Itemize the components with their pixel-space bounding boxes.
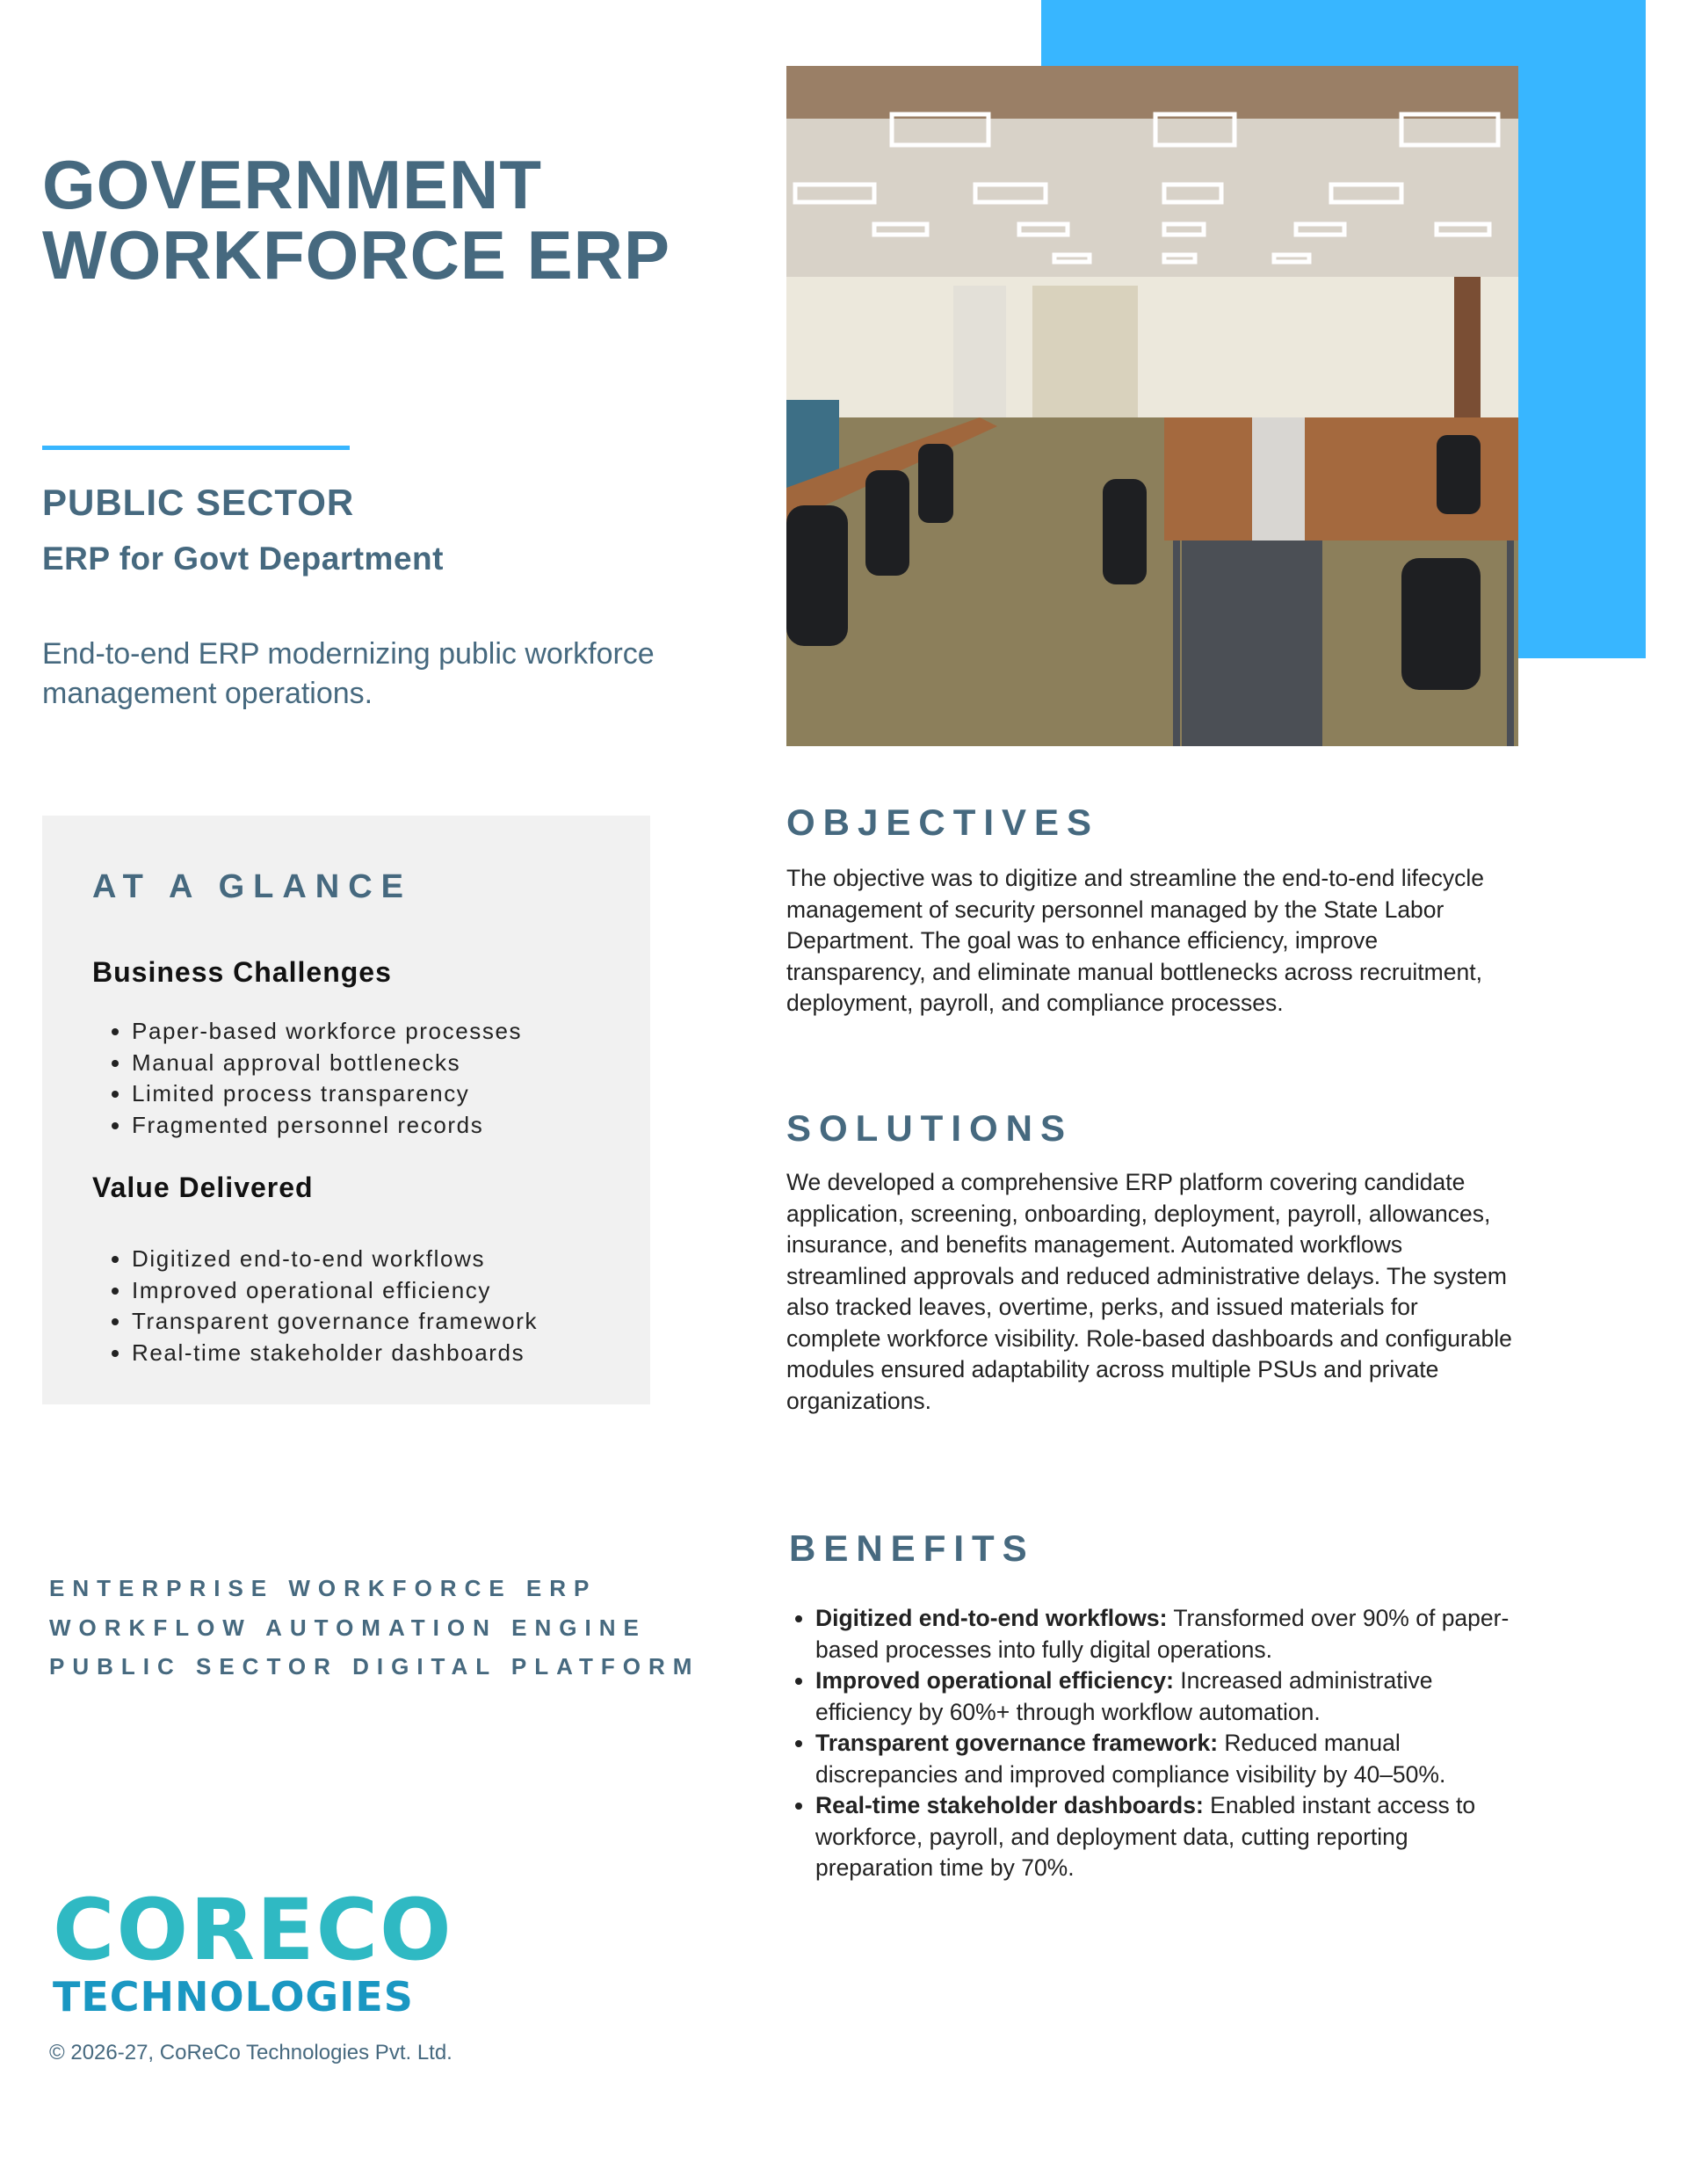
description: End-to-end ERP modernizing public workforce management operations. xyxy=(42,637,655,710)
logo-wordmark: CORECO xyxy=(53,1881,453,1979)
logo-subtitle: TECHNOLOGIES xyxy=(53,1973,414,2021)
list-item: • Improved operational efficiency xyxy=(132,1275,538,1307)
benefit-item xyxy=(815,1665,1518,1728)
subtitle: ERP for Govt Department xyxy=(42,541,444,577)
solutions-section xyxy=(786,1107,1516,1417)
objectives-heading: OBJECTIVES xyxy=(786,802,1100,843)
sector-label: PUBLIC SECTOR xyxy=(42,482,355,523)
benefit-text: Enabled instant access to workforce, payroll, and deployment data, cutting reporting preparation time by 70%. xyxy=(815,1792,1476,1881)
office-photo xyxy=(786,66,1518,746)
challenges-list xyxy=(92,1016,522,1141)
page-title xyxy=(42,146,670,294)
benefit-title: Digitized end-to-end workflows: xyxy=(815,1605,1168,1631)
list-item: • Transparent governance framework xyxy=(132,1306,538,1338)
value-list xyxy=(92,1244,538,1368)
objectives-text: The objective was to digitize and streamline the end-to-end lifecycle management of security personnel managed by the State Labor Department. The goal was to enhance efficiency, improve transparency, and eliminate manual bottlenecks across recruitment, deployment, payroll, and compliance processes. xyxy=(786,865,1484,1016)
tagline: WORKFLOW AUTOMATION ENGINE xyxy=(49,1614,647,1641)
benefit-title: Improved operational efficiency: xyxy=(815,1667,1174,1694)
value-heading: Value Delivered xyxy=(92,1172,314,1203)
divider xyxy=(42,446,350,450)
list-item: • Manual approval bottlenecks xyxy=(132,1048,522,1079)
benefits-section xyxy=(789,1527,1518,1884)
taglines xyxy=(49,1569,699,1687)
objectives-section xyxy=(786,802,1516,1019)
challenges-heading: Business Challenges xyxy=(92,956,392,988)
list-item: • Real-time stakeholder dashboards xyxy=(132,1338,538,1369)
title-line-2: WORKFORCE ERP xyxy=(42,216,670,294)
benefits-heading: BENEFITS xyxy=(789,1527,1035,1569)
benefit-text: Transformed over 90% of paper-based processes into fully digital operations. xyxy=(815,1605,1510,1663)
solutions-text: We developed a comprehensive ERP platform covering candidate application, screening, onboarding, deployment, payroll, allowances, insurance, and benefits management. Automated workflows streamlined approvals and reduced administrative delays. The system also tracked leaves, overtime, perks, and issued materials for complete workforce visibility. Role-based dashboards and configurable modules ensured adaptability across multiple PSUs and private organizations. xyxy=(786,1169,1512,1414)
benefit-text: Reduced manual discrepancies and improved compliance visibility by 40–50%. xyxy=(815,1730,1446,1788)
benefit-title: Real-time stakeholder dashboards: xyxy=(815,1792,1204,1818)
at-a-glance-panel xyxy=(42,816,650,1404)
benefit-item xyxy=(815,1603,1518,1665)
tagline: PUBLIC SECTOR DIGITAL PLATFORM xyxy=(49,1653,700,1680)
list-item: • Digitized end-to-end workflows xyxy=(132,1244,538,1275)
list-item: • Limited process transparency xyxy=(132,1078,522,1110)
benefit-text: Increased administrative efficiency by 60%+ through workflow automation. xyxy=(815,1667,1433,1725)
company-logo xyxy=(53,1881,453,2023)
benefits-list xyxy=(789,1603,1518,1884)
benefit-title: Transparent governance framework: xyxy=(815,1730,1219,1756)
solutions-heading: SOLUTIONS xyxy=(786,1107,1074,1149)
glance-heading: AT A GLANCE xyxy=(92,868,413,905)
benefit-item xyxy=(815,1728,1518,1790)
benefit-item xyxy=(815,1790,1518,1884)
list-item: • Fragmented personnel records xyxy=(132,1110,522,1142)
copyright: © 2026-27, CoReCo Technologies Pvt. Ltd. xyxy=(49,2041,453,2064)
list-item: • Paper-based workforce processes xyxy=(132,1016,522,1048)
tagline: ENTERPRISE WORKFORCE ERP xyxy=(49,1575,597,1601)
title-line-1: GOVERNMENT xyxy=(42,146,543,223)
